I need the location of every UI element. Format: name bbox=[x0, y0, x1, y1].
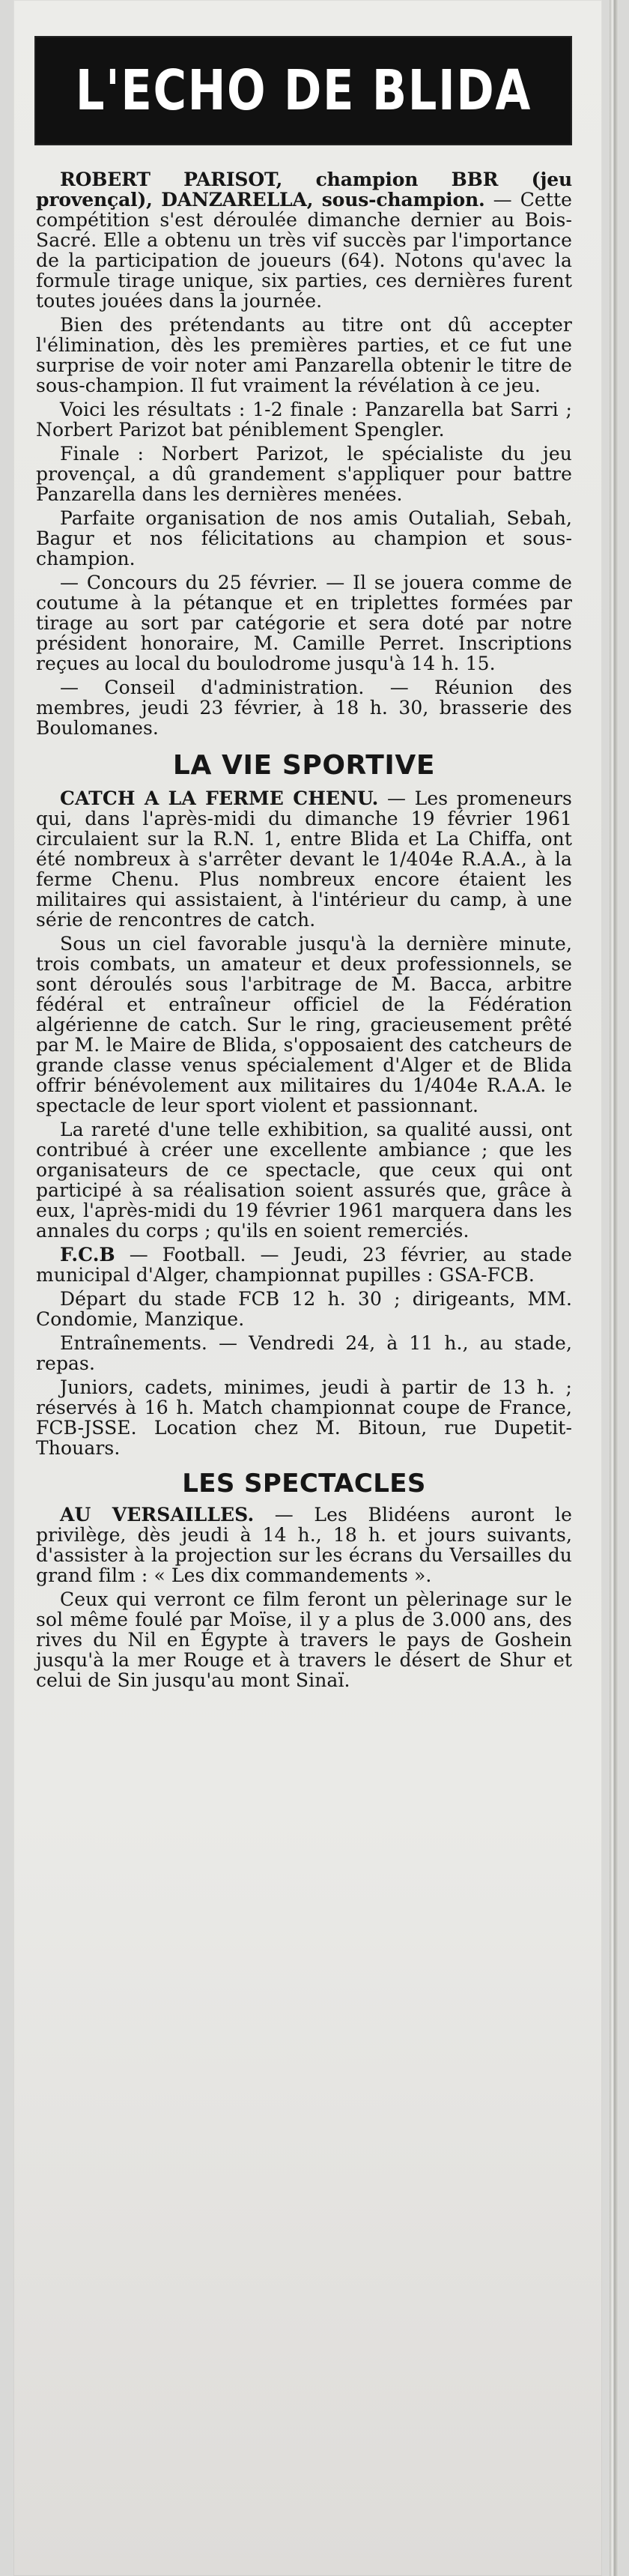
sports-paragraph-4-title: F.C.B bbox=[60, 1244, 115, 1266]
sports-paragraph-6: Entraînements. — Vendredi 24, à 11 h., au stade, repas. bbox=[36, 1332, 572, 1374]
sports-paragraph-1-text: — Les promeneurs qui, dans l'après-midi du dimanche 19 février 1961 circulaient sur la R.N. 1, entre Blida et La Chiffa, ont été nombreux à s'arrêter devant le 1/404e R.A.A., à la ferme Chenu. Plus nombreux encore étaient les militaires qui assistaient, à l'intérieur du camp, à une série de rencontres de catch. bbox=[36, 787, 572, 931]
sports-paragraph-4-text: — Football. — Jeudi, 23 février, au stade municipal d'Alger, championnat pupilles : GSA-FCB. bbox=[36, 1244, 573, 1286]
masthead-title: L'ECHO DE BLIDA bbox=[75, 58, 532, 123]
article-paragraph-4: Finale : Norbert Parizot, le spécialiste du jeu provençal, a dû grandement s'appliquer pour battre Panzarella dans les dernières menées. bbox=[36, 443, 572, 505]
sports-paragraph-2: Sous un ciel favorable jusqu'à la dernière minute, trois combats, un amateur et deux professionnels, se sont déroulés sous l'arbitrage de M. Bacca, arbitre fédéral et entraîneur officiel de la Fédération algérienne de catch. Sur le ring, gracieusement prêté par M. le Maire de Blida, s'opposaient des catcheurs de grande classe venus spécialement d'Alger et de Blida offrir bénévolement aux militaires du 1/404e R.A.A. le spectacle de leur sport violent et passionnant. bbox=[36, 933, 572, 1116]
local-news-article bbox=[36, 169, 572, 738]
section-title-sportive: LA VIE SPORTIVE bbox=[172, 750, 436, 781]
spectacles-paragraph-1 bbox=[36, 1505, 572, 1585]
article-paragraph-7: — Conseil d'administration. — Réunion des membres, jeudi 23 février, à 18 h. 30, brasserie des Boulomanes. bbox=[36, 677, 572, 739]
section-title-spectacles: LES SPECTACLES bbox=[182, 1469, 426, 1499]
spectacles-paragraph-1-text: — Les Blidéens auront le privilège, dès jeudi à 14 h., 18 h. et jours suivants, d'assister à la projection sur les écrans du Versailles du grand film : « Les dix commandements ». bbox=[36, 1504, 573, 1586]
spectacles-section bbox=[36, 1505, 572, 1690]
sports-paragraph-3: La rareté d'une telle exhibition, sa qualité aussi, ont contribué à créer une excellente ambiance ; que les organisateurs de ce spectacle, que ceux qui ont participé à sa réalisation soient assurés que, grâce à eux, l'après-midi du 19 février 1961 marquera dans les annales du corps ; qu'ils en soient remerciés. bbox=[36, 1119, 572, 1242]
sports-paragraph-5: Départ du stade FCB 12 h. 30 ; dirigeants, MM. Condomie, Manzique. bbox=[36, 1288, 572, 1330]
sports-paragraph-1-title: CATCH A LA FERME CHENU. bbox=[60, 787, 379, 809]
newspaper-column bbox=[36, 37, 572, 1694]
article-paragraph-2: Bien des prétendants au titre ont dû accepter l'élimination, dès les premières parties, et ce fut une surprise de voir noter ami Panzarella obtenir le titre de sous-champion. Il fut vraiment la révélation à ce jeu. bbox=[36, 314, 572, 396]
sports-section bbox=[36, 788, 572, 1458]
spectacles-paragraph-1-title: AU VERSAILLES. bbox=[60, 1504, 255, 1526]
article-paragraph-3: Voici les résultats : 1-2 finale : Panzarella bat Sarri ; Norbert Parizot bat péniblement Spengler. bbox=[36, 399, 572, 441]
page-edge-rule bbox=[610, 0, 619, 2576]
sports-paragraph-4 bbox=[36, 1245, 572, 1285]
article-lead-text: — Cette compétition s'est déroulée dimanche dernier au Bois-Sacré. Elle a obtenu un très vif succès par l'importance de la participation de joueurs (64). Notons qu'avec la formule tirage unique, six parties, ces dernières furent toutes jouées dans la journée. bbox=[36, 189, 573, 312]
sports-paragraph-7: Juniors, cadets, minimes, jeudi à partir de 13 h. ; réservés à 16 h. Match championnat coupe de France, FCB-JSSE. Location chez M. Bitoun, rue Dupetit-Thouars. bbox=[36, 1376, 572, 1459]
article-lead-paragraph bbox=[36, 169, 572, 311]
article-lead-title: ROBERT PARISOT, champion BBR (jeu provençal), DANZARELLA, sous-champion. bbox=[36, 169, 572, 211]
article-paragraph-6: — Concours du 25 février. — Il se jouera comme de coutume à la pétanque et en triplettes formées par tirage au sort par catégorie et sera doté par notre président honoraire, M. Camille Perret. Inscriptions reçues au local du boulodrome jusqu'à 14 h. 15. bbox=[36, 572, 572, 674]
article-paragraph-5: Parfaite organisation de nos amis Outaliah, Sebah, Bagur et nos félicitations au champion et sous-champion. bbox=[36, 507, 572, 569]
masthead-banner bbox=[36, 37, 571, 144]
sports-paragraph-1 bbox=[36, 788, 572, 930]
spectacles-paragraph-2: Ceux qui verront ce film feront un pèlerinage sur le sol même foulé par Moïse, il y a plus de 3.000 ans, des rives du Nil en Égypte à travers le pays de Goshein jusqu'à la mer Rouge et à travers le désert de Shur et celui de Sin jusqu'au mont Sinaï. bbox=[36, 1588, 572, 1691]
